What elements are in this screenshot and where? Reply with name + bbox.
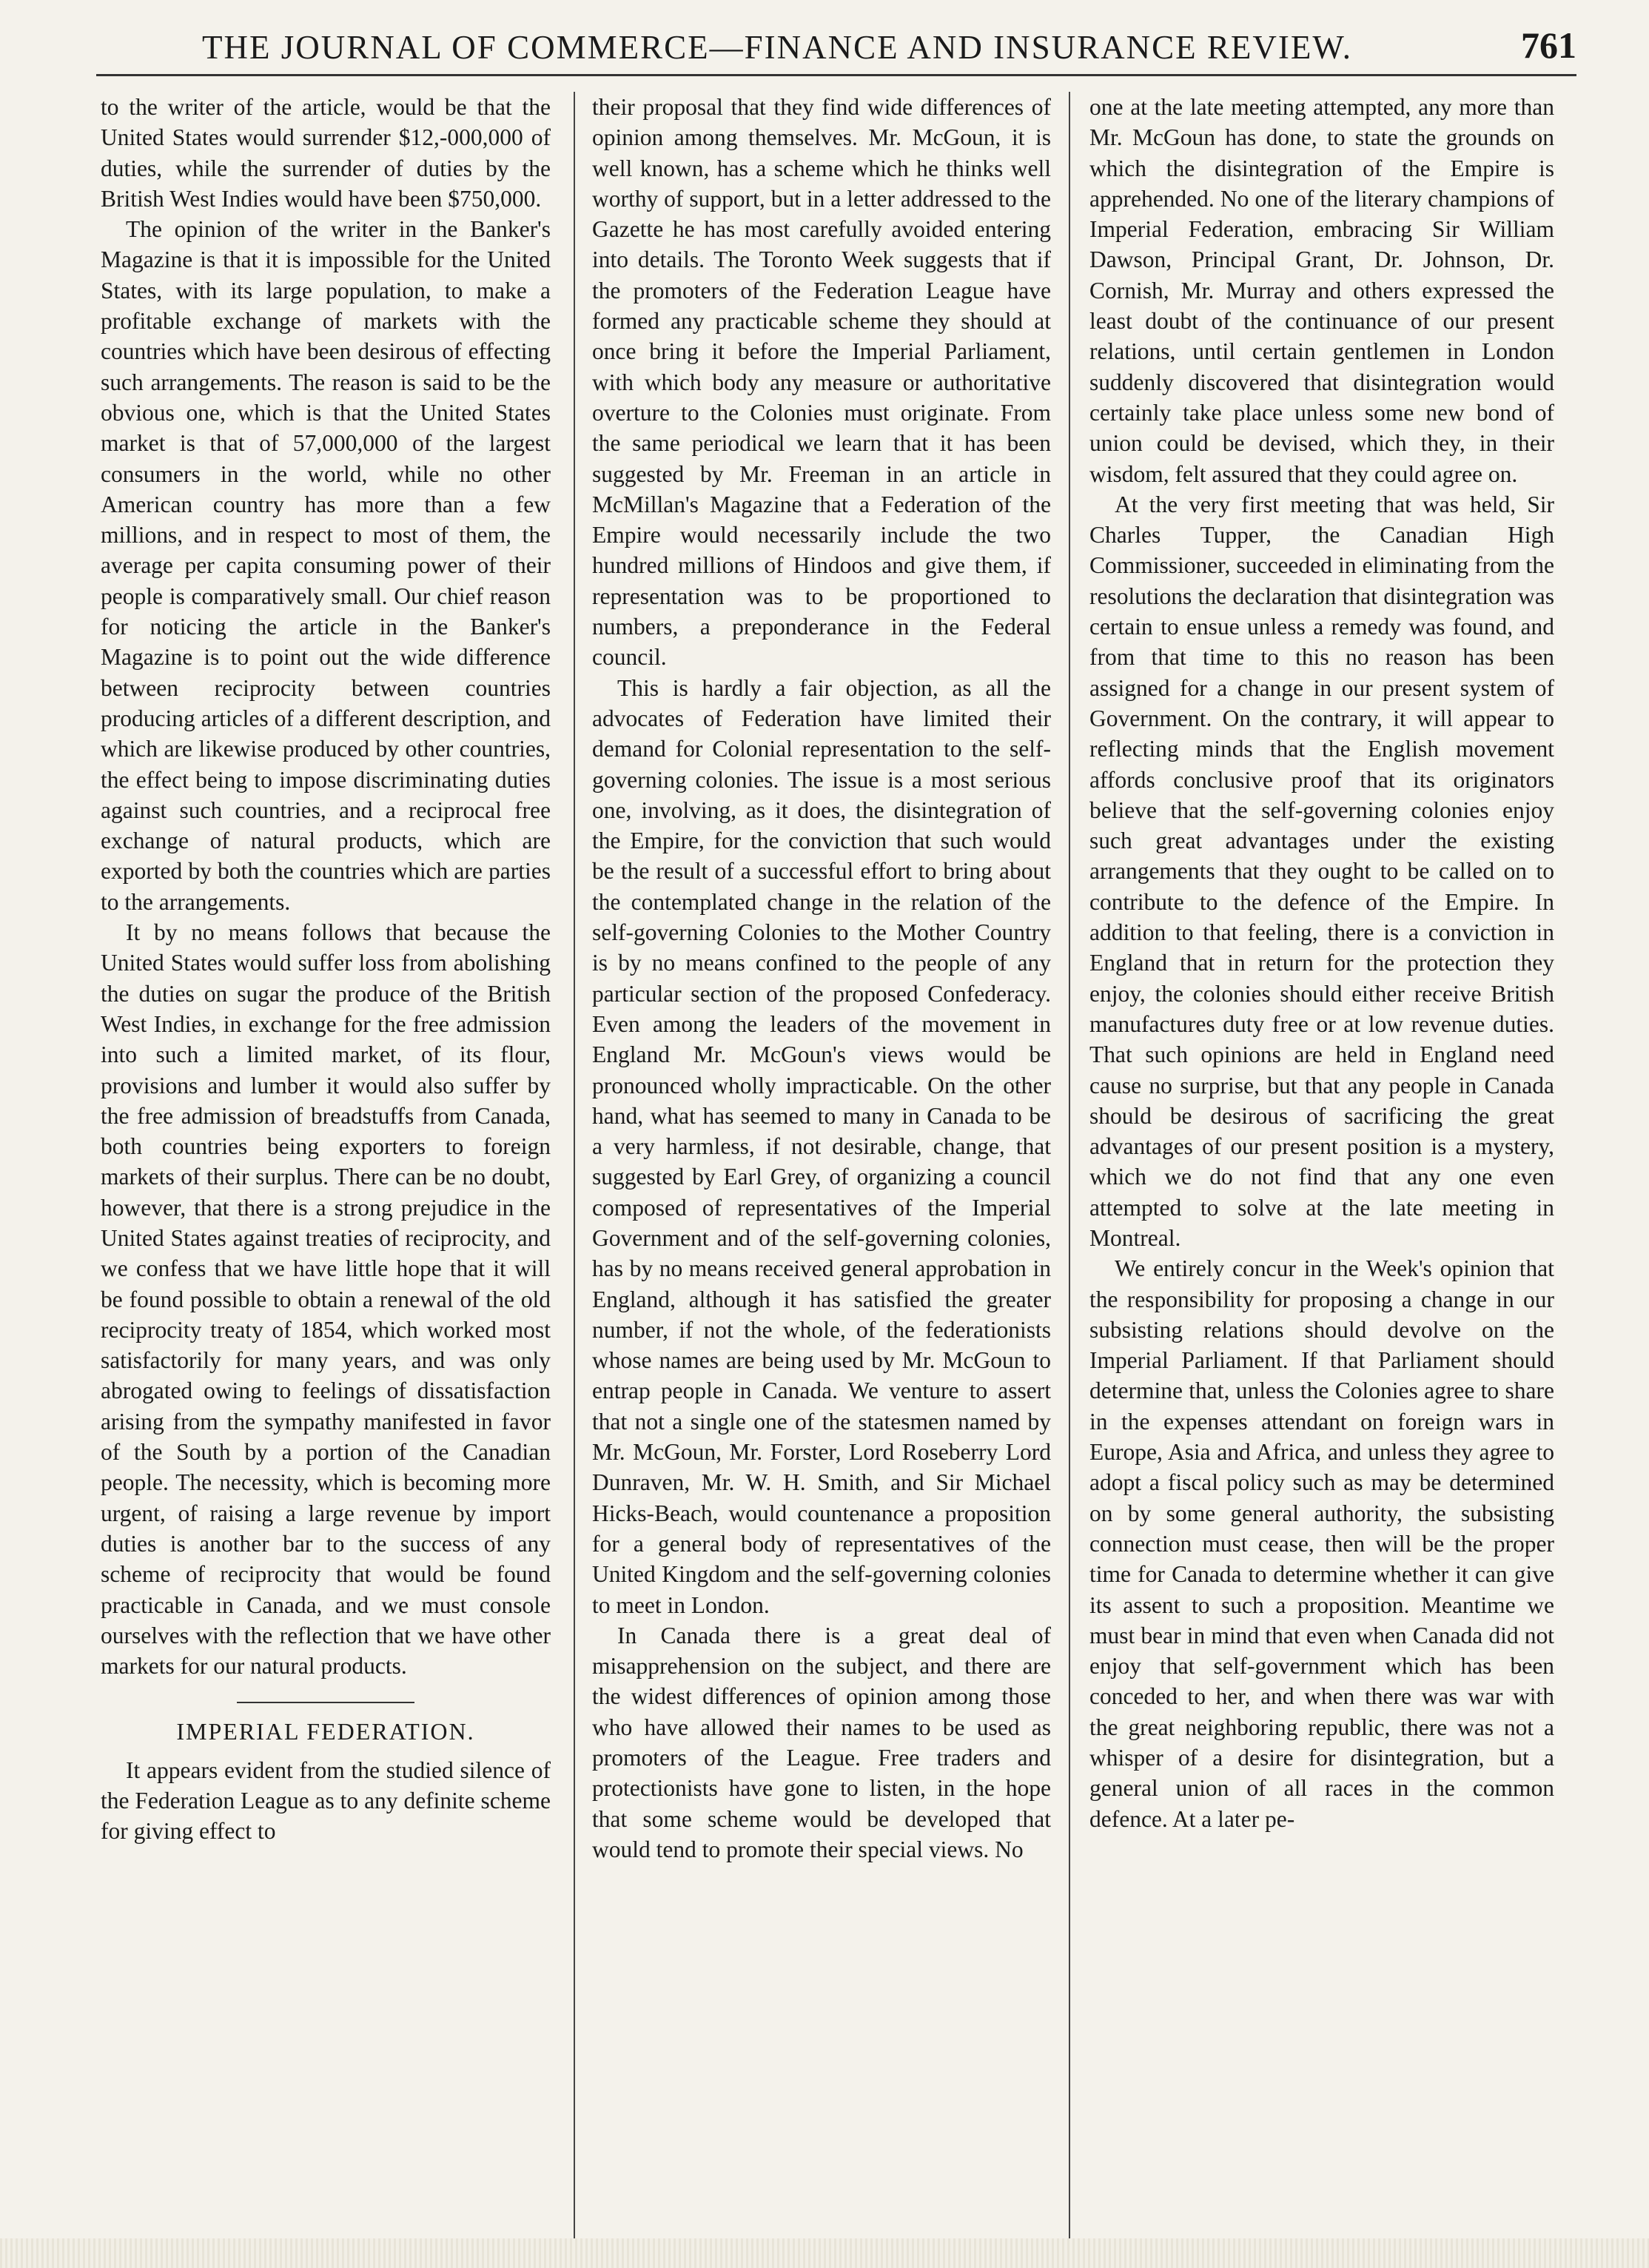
text-column-3: [1089, 92, 1554, 2246]
column-separator: [1069, 92, 1070, 2238]
paragraph: At the very first meeting that was held, Sir Charles Tupper, the Canadian High Commissioner, succeeded in eliminating from the resolutions the declaration that disintegration was certain to ensue unless a remedy was found, and from that time to this no reason has been assigned for a change in our present system of Government. On the contrary, it will appear to reflecting minds that the English movement affords conclusive proof that its originators believe that the self-governing colonies enjoy such great advantages under the existing arrangements that they ought to be called on to contribute to the defence of the Empire. In addition to that feeling, there is a conviction in England that in return for the protection they enjoy, the colonies should either receive British manufactures duty free or at low revenue duties. That such opinions are held in England need cause no surprise, but that any people in Canada should be desirous of sacrificing the great advantages of our present position is a mystery, which we do not find that any one even attempted to solve at the late meeting in Montreal.: [1089, 491, 1554, 1251]
paragraph: It by no means follows that because the United States would suffer loss from abolishing the duties on sugar the produce of the British West Indies, in exchange for the free admission into such a limited market, of its flour, provisions and lumber it would also suffer by the free admission of breadstuffs from Canada, both countries being exporters to foreign markets of their surplus. There can be no doubt, however, that there is a strong prejudice in the United States against treaties of reciprocity, and we confess that we have little hope that it will be found possible to obtain a renewal of the old reciprocity treaty of 1854, which worked most satisfactorily for many years, and was only abrogated owing to feelings of dissatisfaction arising from the sympathy manifested in favor of the South by a portion of the Canadian people. The necessity, which is becoming more urgent, of raising a large revenue by import duties is another bar to the success of any scheme of reciprocity that would be found practicable in Canada, and we must console ourselves with the reflection that we have other markets for our natural products.: [101, 919, 551, 1680]
page-number: 761: [1521, 24, 1576, 66]
section-divider: [237, 1702, 414, 1703]
column-separator: [574, 92, 575, 2238]
paragraph: In Canada there is a great deal of misapprehension on the subject, and there are the widest differences of opinion among those who have allowed their names to be used as promoters of the League. Free traders and protectionists have gone to listen, in the hope that some scheme would be developed that would tend to promote their special views. No: [592, 1622, 1051, 1862]
paragraph: The opinion of the writer in the Banker's Magazine is that it is impossible for the United States, with its large population, to make a profitable exchange of markets with the countries which have been desirous of effecting such arrangements. The reason is said to be the obvious one, which is that the United States market is that of 57,000,000 of the largest consumers in the world, while no other American country has more than a few millions, and in respect to most of them, the average per capita consuming power of their people is comparatively small. Our chief reason for noticing the article in the Banker's Magazine is to point out the wide difference between reciprocity between countries producing articles of a different description, and which are likewise produced by other countries, the effect being to impose discriminating duties against such countries, and a reciprocal free exchange of natural products, which are exported by both the countries which are parties to the arrangements.: [101, 216, 551, 915]
paragraph: their proposal that they find wide differences of opinion among themselves. Mr. McGoun, it is well known, has a scheme which he thinks well worthy of support, but in a letter addressed to the Gazette he has most carefully avoided entering into details. The Toronto Week suggests that if the promoters of the Federation League have formed any practicable scheme they should at once bring it before the Imperial Parliament, with which body any measure or authoritative overture to the Colonies must originate. From the same periodical we learn that it has been suggested by Mr. Freeman in an article in McMillan's Magazine that a Federation of the Empire would necessarily include the two hundred millions of Hindoos and give them, if representation was to be proportioned to numbers, a preponderance in the Federal council.: [592, 94, 1051, 671]
journal-title: THE JOURNAL OF COMMERCE—FINANCE AND INSURANCE REVIEW.: [202, 29, 1352, 66]
section-heading: IMPERIAL FEDERATION.: [176, 1718, 475, 1745]
paragraph: We entirely concur in the Week's opinion that the responsibility for proposing a change in our subsisting relations should devolve on the Imperial Parliament. If that Parliament should determine that, unless the Colonies agree to share in the expenses attendant on foreign wars in Europe, Asia and Africa, and unless they agree to adopt a fiscal policy such as may be determined on by some general authority, the subsisting connection must cease, then will be the proper time for Canada to determine whether it can give its assent to such a proposition. Meantime we must bear in mind that even when Canada did not enjoy that self-government which has been conceded to her, and when there was war with the great neighboring republic, there was not a whisper of a desire for disintegration, but a general union of all races in the common defence. At a later pe-: [1089, 1255, 1554, 1832]
page-header: [96, 24, 1576, 76]
page-bottom-edge: [0, 2238, 1649, 2268]
paragraph: to the writer of the article, would be that the United States would surrender $12,-000,000 of duties, while the surrender of duties by the British West Indies would have been $750,000.: [101, 94, 551, 212]
paragraph: one at the late meeting attempted, any more than Mr. McGoun has done, to state the grounds on which the disintegration of the Empire is apprehended. No one of the literary champions of Imperial Federation, embracing Sir William Dawson, Principal Grant, Dr. Johnson, Dr. Cornish, Mr. Murray and others expressed the least doubt of the continuance of our present relations, until certain gentlemen in London suddenly discovered that disintegration would certainly take place unless some new bond of union could be devised, which they, in their wisdom, felt assured that they could agree on.: [1089, 94, 1554, 487]
header-rule: [96, 74, 1576, 76]
paragraph: It appears evident from the studied silence of the Federation League as to any definite scheme for giving effect to: [101, 1757, 551, 1845]
paragraph: This is hardly a fair objection, as all the advocates of Federation have limited their demand for Colonial representation to the self-governing colonies. The issue is a most serious one, involving, as it does, the disintegration of the Empire, for the conviction that such would be the result of a successful effort to bring about the contemplated change in the relation of the self-governing Colonies to the Mother Country is by no means confined to the people of any particular section of the proposed Confederacy. Even among the leaders of the movement in England Mr. McGoun's views would be pronounced wholly impracticable. On the other hand, what has seemed to many in Canada to be a very harmless, if not desirable, change, that suggested by Earl Grey, of organizing a council composed of representatives of the Imperial Government and of the self-governing colonies, has by no means received general approbation in England, although it has satisfied the greater number, if not the whole, of the federationists whose names are being used by Mr. McGoun to entrap people in Canada. We venture to assert that not a single one of the statesmen named by Mr. McGoun, Mr. Forster, Lord Roseberry Lord Dunraven, Mr. W. H. Smith, and Sir Michael Hicks-Beach, would countenance a proposition for a general body of representatives of the United Kingdom and the self-governing colonies to meet in London.: [592, 674, 1051, 1618]
text-column-2: [592, 92, 1051, 2246]
text-column-1: [101, 92, 551, 2246]
